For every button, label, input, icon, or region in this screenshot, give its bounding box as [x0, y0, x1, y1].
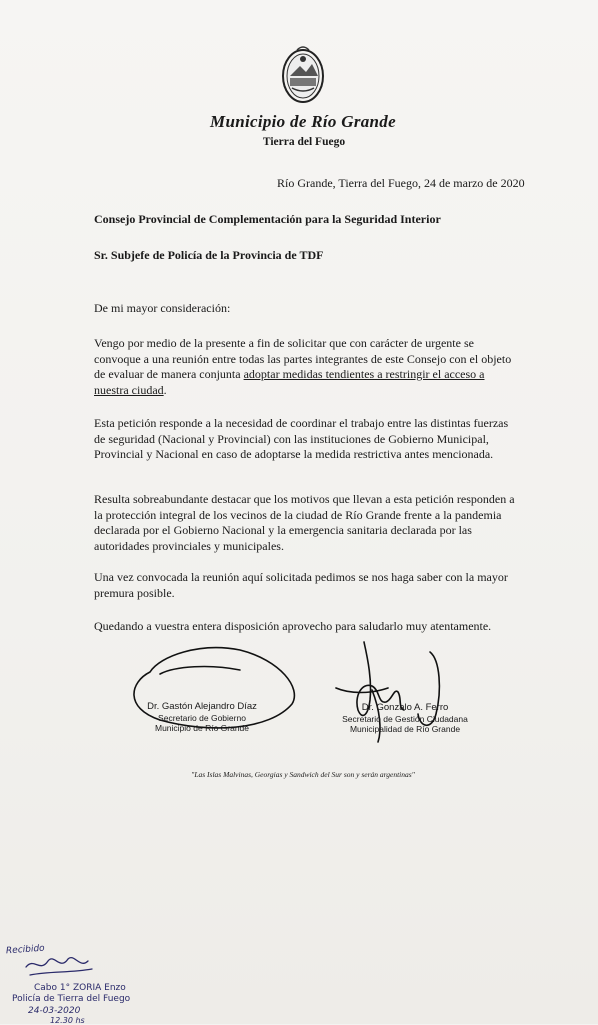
receipt-received: Recibido: [5, 943, 45, 957]
receipt-officer: Cabo 1° ZORIA Enzo: [34, 983, 126, 993]
date-line: Río Grande, Tierra del Fuego, 24 de marzo de 2020: [277, 176, 525, 190]
receipt-date: 24-03-2020: [28, 1006, 81, 1016]
signature-right-name: Dr. Gonzalo A. Ferro: [361, 702, 449, 713]
paragraph-1-underlined: adoptar medidas tendientes a restringir el acceso a nuestra ciudad: [94, 367, 485, 397]
recipient-council: Consejo Provincial de Complementación para la Seguridad Interior: [94, 212, 441, 226]
signature-left-org: Municipio de Río Grande: [154, 723, 250, 733]
signature-right-title: Secretario de Gestión Ciudadana: [342, 713, 468, 724]
motto: "Las Islas Malvinas, Georgias y Sandwich del Sur son y serán argentinas": [191, 770, 415, 779]
handwritten-signatures: [0, 630, 598, 770]
signature-right-block: [330, 703, 480, 735]
paragraph-1-text: Vengo por medio de la presente a fin de solicitar que con carácter de urgente se convoque a una reunión entre todas las partes integrantes de este Consejo con el objeto de evaluar de manera conjunta: [94, 336, 512, 381]
paragraph-4: Una vez convocada la reunión aquí solicitada pedimos se nos haga saber con la mayor premura posible.: [94, 570, 508, 600]
signature-left-name: Dr. Gastón Alejandro Díaz: [147, 701, 257, 712]
municipal-crest-icon: [278, 42, 328, 104]
signature-right-org: Municipalidad de Río Grande: [349, 724, 461, 734]
paragraph-1-end: .: [163, 382, 167, 397]
province-subtitle: Tierra del Fuego: [262, 136, 346, 148]
paragraph-2: Esta petición responde a la necesidad de coordinar el trabajo entre las distintas fuerzas de seguridad (Nacional y Provincial) con las instituciones de Gobierno Municipal, Provincial y Nacional en caso de adoptarse la medida restrictiva antes mencionada.: [94, 416, 509, 461]
paragraph-3: Resulta sobreabundante destacar que los motivos que llevan a esta petición responden a la protección integral de los vecinos de la ciudad de Río Grande frente a la pandemia declarada por el Gobierno Nacional y la emergencia sanitaria declarada por las autoridades provinciales y municipales.: [94, 492, 515, 553]
greeting: De mi mayor consideración:: [94, 301, 231, 315]
paragraph-5-closing: Quedando a vuestra entera disposición aprovecho para saludarlo muy atentamente.: [94, 619, 492, 633]
municipality-title: Municipio de Río Grande: [210, 112, 396, 131]
recipient-police: Sr. Subjefe de Policía de la Provincia de TDF: [94, 248, 324, 262]
receipt-time: 12.30 hs: [50, 1016, 85, 1025]
signature-left-title: Secretario de Gobierno: [158, 712, 246, 723]
signature-left-block: [122, 702, 282, 734]
receipt-agency: Policía de Tierra del Fuego: [12, 994, 131, 1004]
paragraph-1: [94, 336, 518, 398]
